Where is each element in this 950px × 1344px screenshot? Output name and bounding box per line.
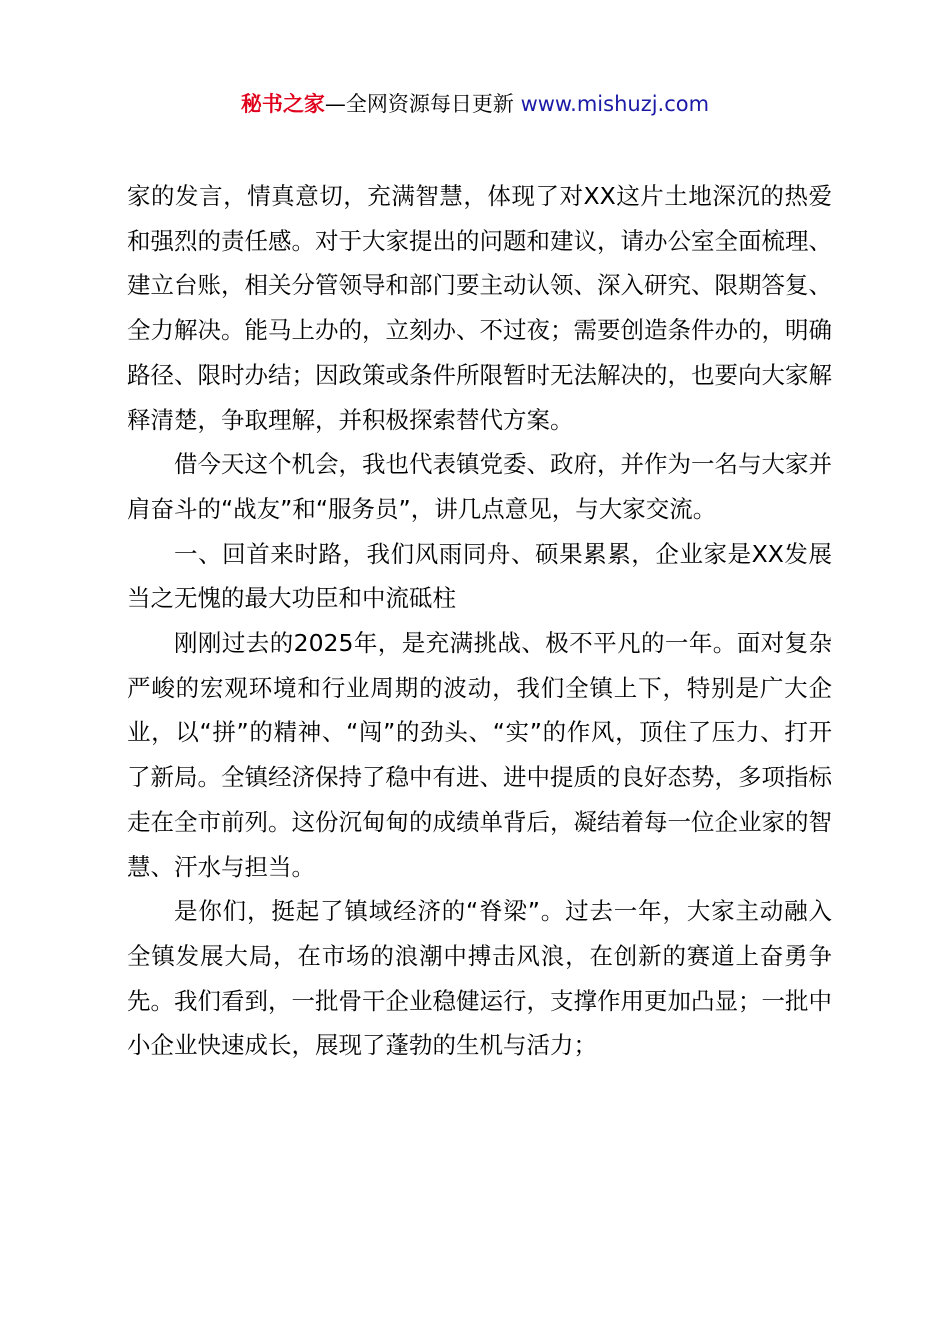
document-body bbox=[127, 174, 832, 1068]
paragraph-continuation: 家的发言，情真意切，充满智慧，体现了对XX这片土地深沉的热爱和强烈的责任感。对于大家提出的问题和建议，请办公室全面梳理、建立台账，相关分管领导和部门要主动认领、深入研究、限期答复、全力解决。能马上办的，立刻办、不过夜；需要创造条件办的，明确路径、限时办结；因政策或条件所限暂时无法解决的，也要向大家解释清楚，争取理解，并积极探索替代方案。 bbox=[127, 182, 832, 434]
paragraph: 是你们，挺起了镇域经济的“脊梁”。过去一年，大家主动融入全镇发展大局，在市场的浪潮中搏击风浪，在创新的赛道上奋勇争先。我们看到，一批骨干企业稳健运行，支撑作用更加凸显；一批中小企业快速成长，展现了蓬勃的生机与活力； bbox=[127, 897, 832, 1060]
paragraph: 刚刚过去的2025年，是充满挑战、极不平凡的一年。面对复杂严峻的宏观环境和行业周期的波动，我们全镇上下，特别是广大企业，以“拼”的精神、“闯”的劲头、“实”的作风，顶住了压力、打开了新局。全镇经济保持了稳中有进、进中提质的良好态势，多项指标走在全市前列。这份沉甸甸的成绩单背后，凝结着每一位企业家的智慧、汗水与担当。 bbox=[127, 629, 832, 881]
header-tagline: —全网资源每日更新 bbox=[324, 92, 514, 116]
brand-name: 秘书之家 bbox=[240, 92, 325, 116]
section-heading: 一、回首来时路，我们风雨同舟、硕果累累，企业家是XX发展当之无愧的最大功臣和中流砥柱 bbox=[127, 539, 832, 613]
website-link[interactable]: www.mishuzj.com bbox=[520, 92, 710, 116]
page-header bbox=[0, 88, 950, 120]
paragraph-intro: 借今天这个机会，我也代表镇党委、政府，并作为一名与大家并肩奋斗的“战友”和“服务员”，讲几点意见，与大家交流。 bbox=[127, 450, 832, 523]
